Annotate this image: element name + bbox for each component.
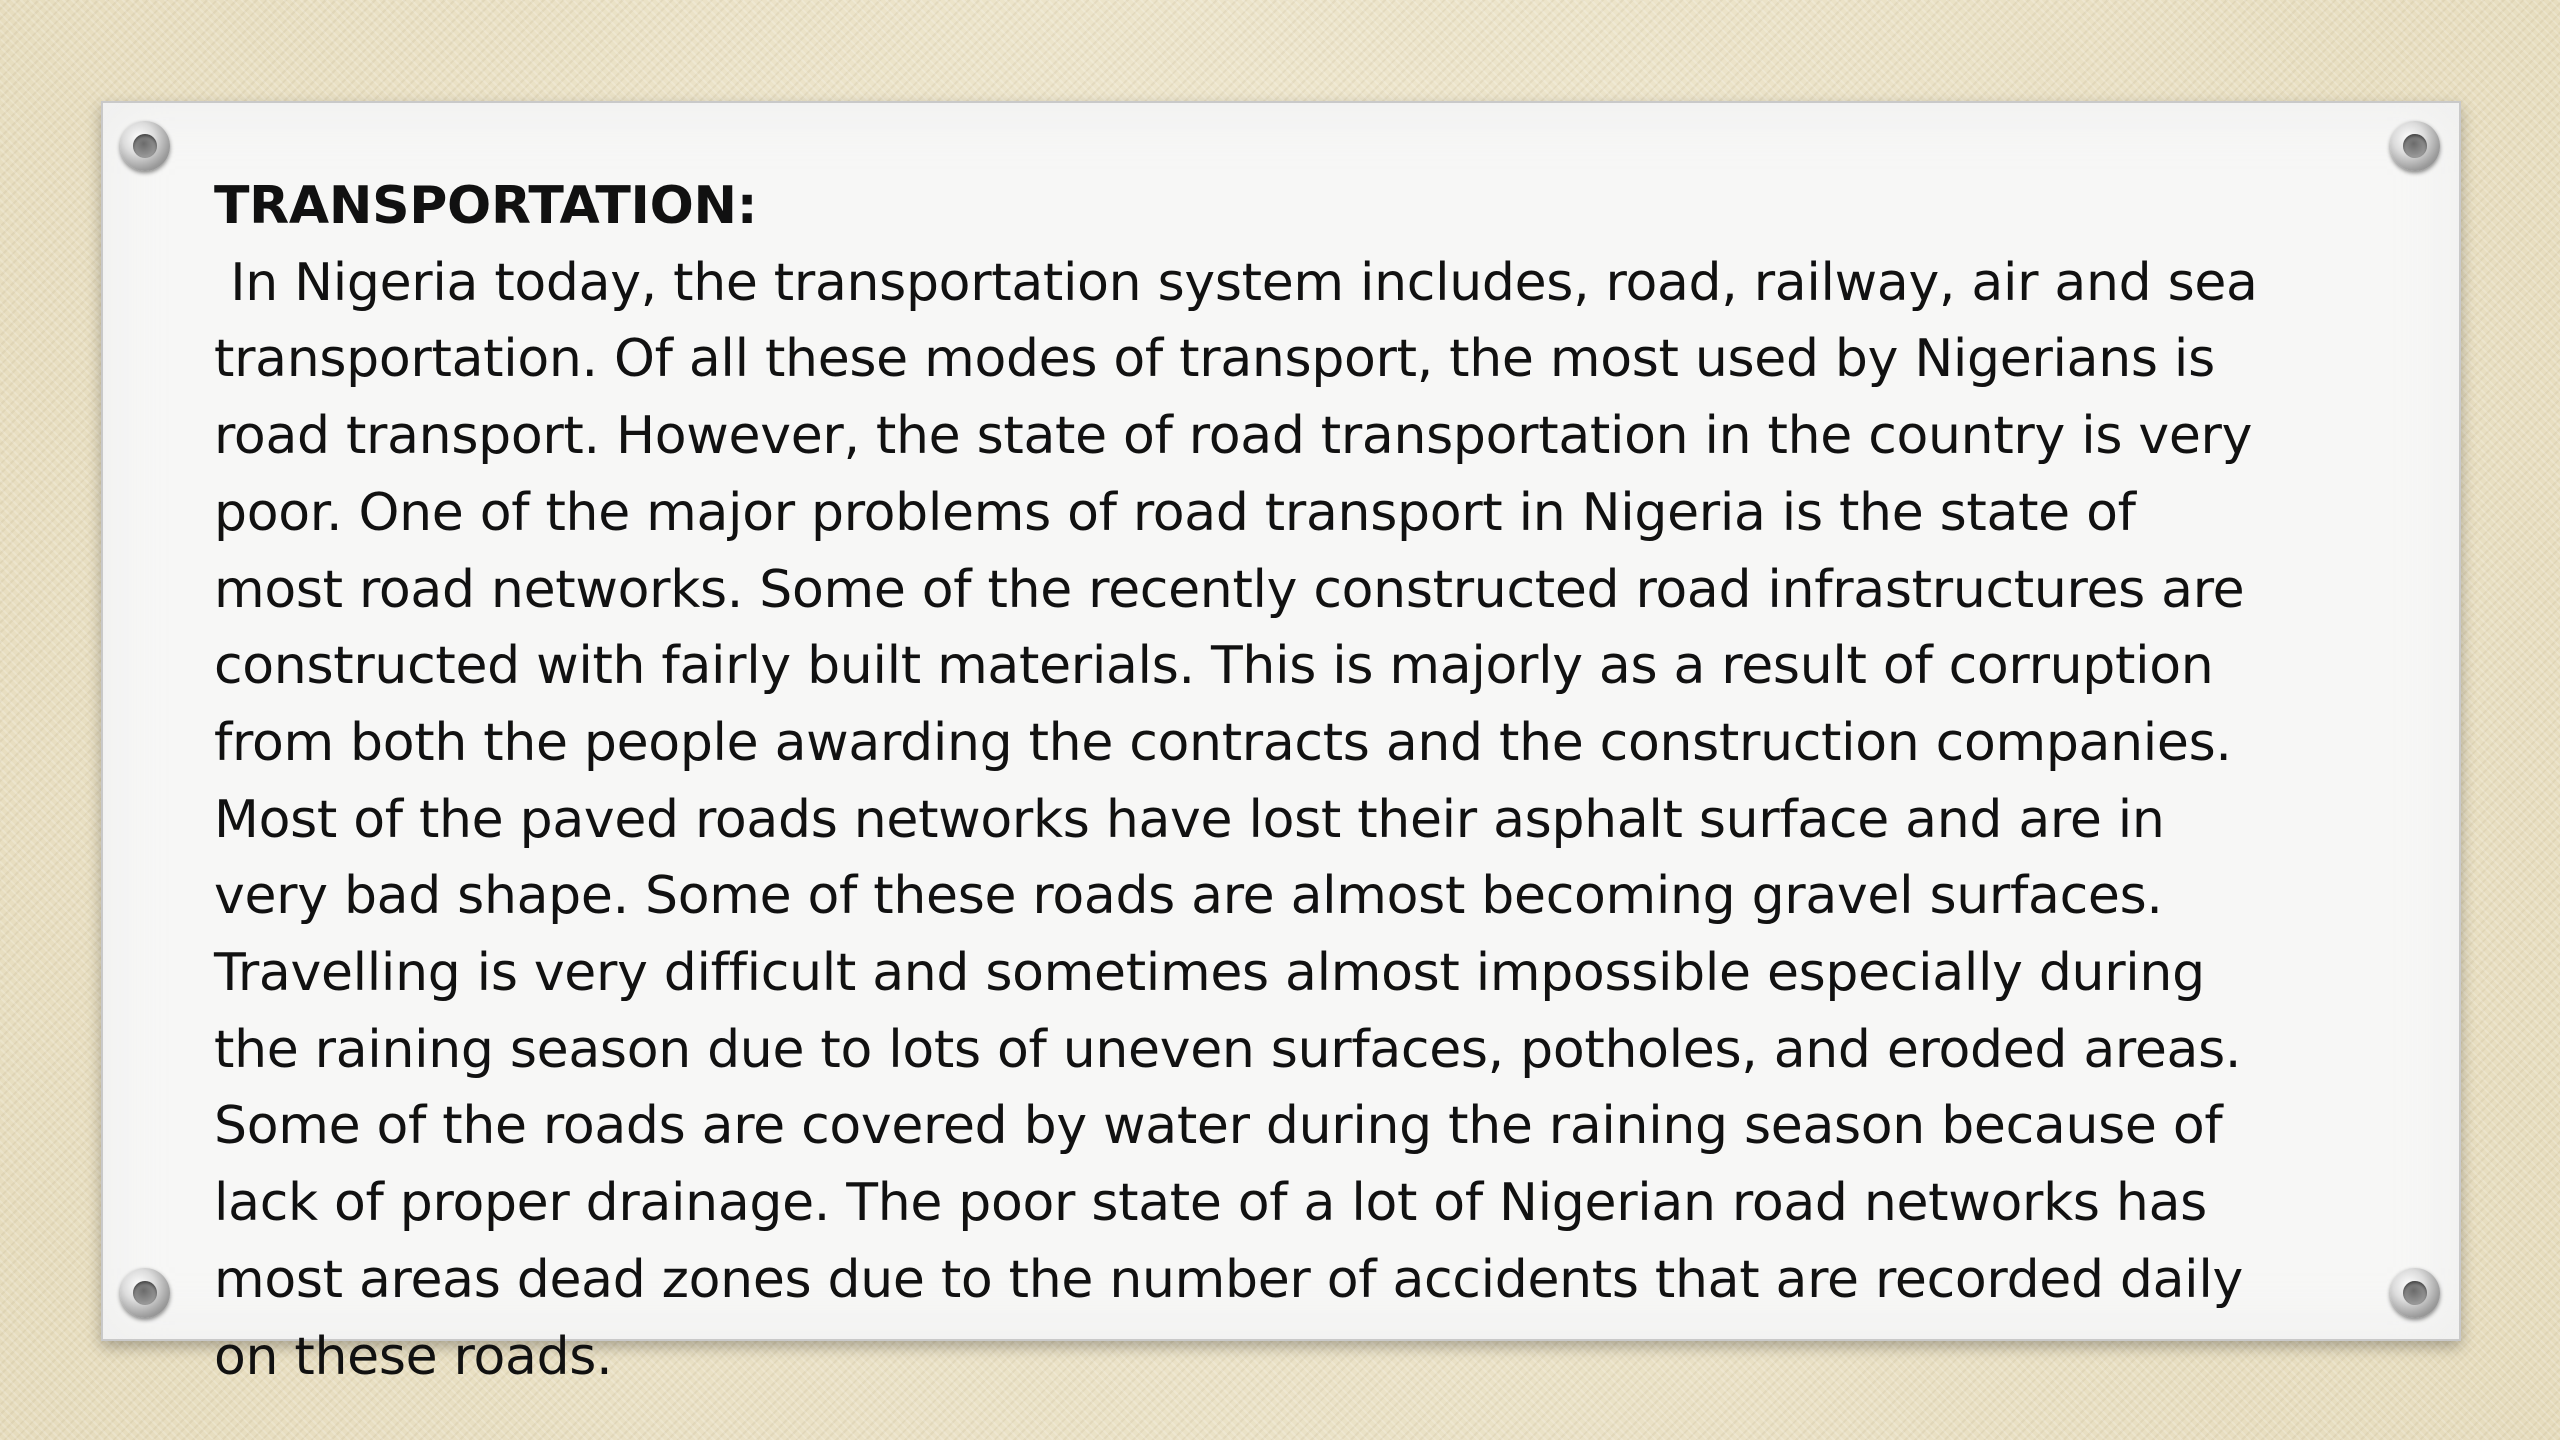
paragraph-line: on these roads. — [214, 1326, 613, 1387]
paragraph-line: Most of the paved roads networks have lost their asphalt surface and are in — [214, 789, 2165, 850]
slide-heading: TRANSPORTATION: — [214, 176, 758, 236]
paragraph-line: lack of proper drainage. The poor state of a lot of Nigerian road networks has — [214, 1173, 2207, 1234]
paragraph-line: the raining season due to lots of uneven surfaces, potholes, and eroded areas. — [214, 1019, 2242, 1080]
screw-icon-top-left — [120, 121, 170, 171]
paragraph-line: very bad shape. Some of these roads are almost becoming gravel surfaces. — [214, 866, 2163, 927]
paragraph-line: most areas dead zones due to the number of accidents that are recorded daily — [214, 1249, 2243, 1310]
paragraph-line: road transport. However, the state of road transportation in the country is very — [214, 406, 2253, 467]
screw-icon-bottom-right — [2390, 1268, 2440, 1318]
screw-icon-bottom-left — [120, 1268, 170, 1318]
paragraph-line: poor. One of the major problems of road transport in Nigeria is the state of — [214, 482, 2136, 543]
paragraph-line: most road networks. Some of the recently constructed road infrastructures are — [214, 559, 2245, 620]
paragraph-line: In Nigeria today, the transportation system includes, road, railway, air and sea — [214, 252, 2258, 313]
paragraph-line: transportation. Of all these modes of transport, the most used by Nigerians is — [214, 329, 2215, 390]
slide-text-block — [214, 168, 2354, 1395]
paragraph-line: Some of the roads are covered by water during the raining season because of — [214, 1096, 2223, 1157]
paragraph-line: Travelling is very difficult and sometimes almost impossible especially during — [214, 943, 2205, 1004]
paragraph-line: constructed with fairly built materials. This is majorly as a result of corruption — [214, 636, 2214, 697]
screw-icon-top-right — [2390, 121, 2440, 171]
paragraph-line: from both the people awarding the contracts and the construction companies. — [214, 712, 2232, 773]
